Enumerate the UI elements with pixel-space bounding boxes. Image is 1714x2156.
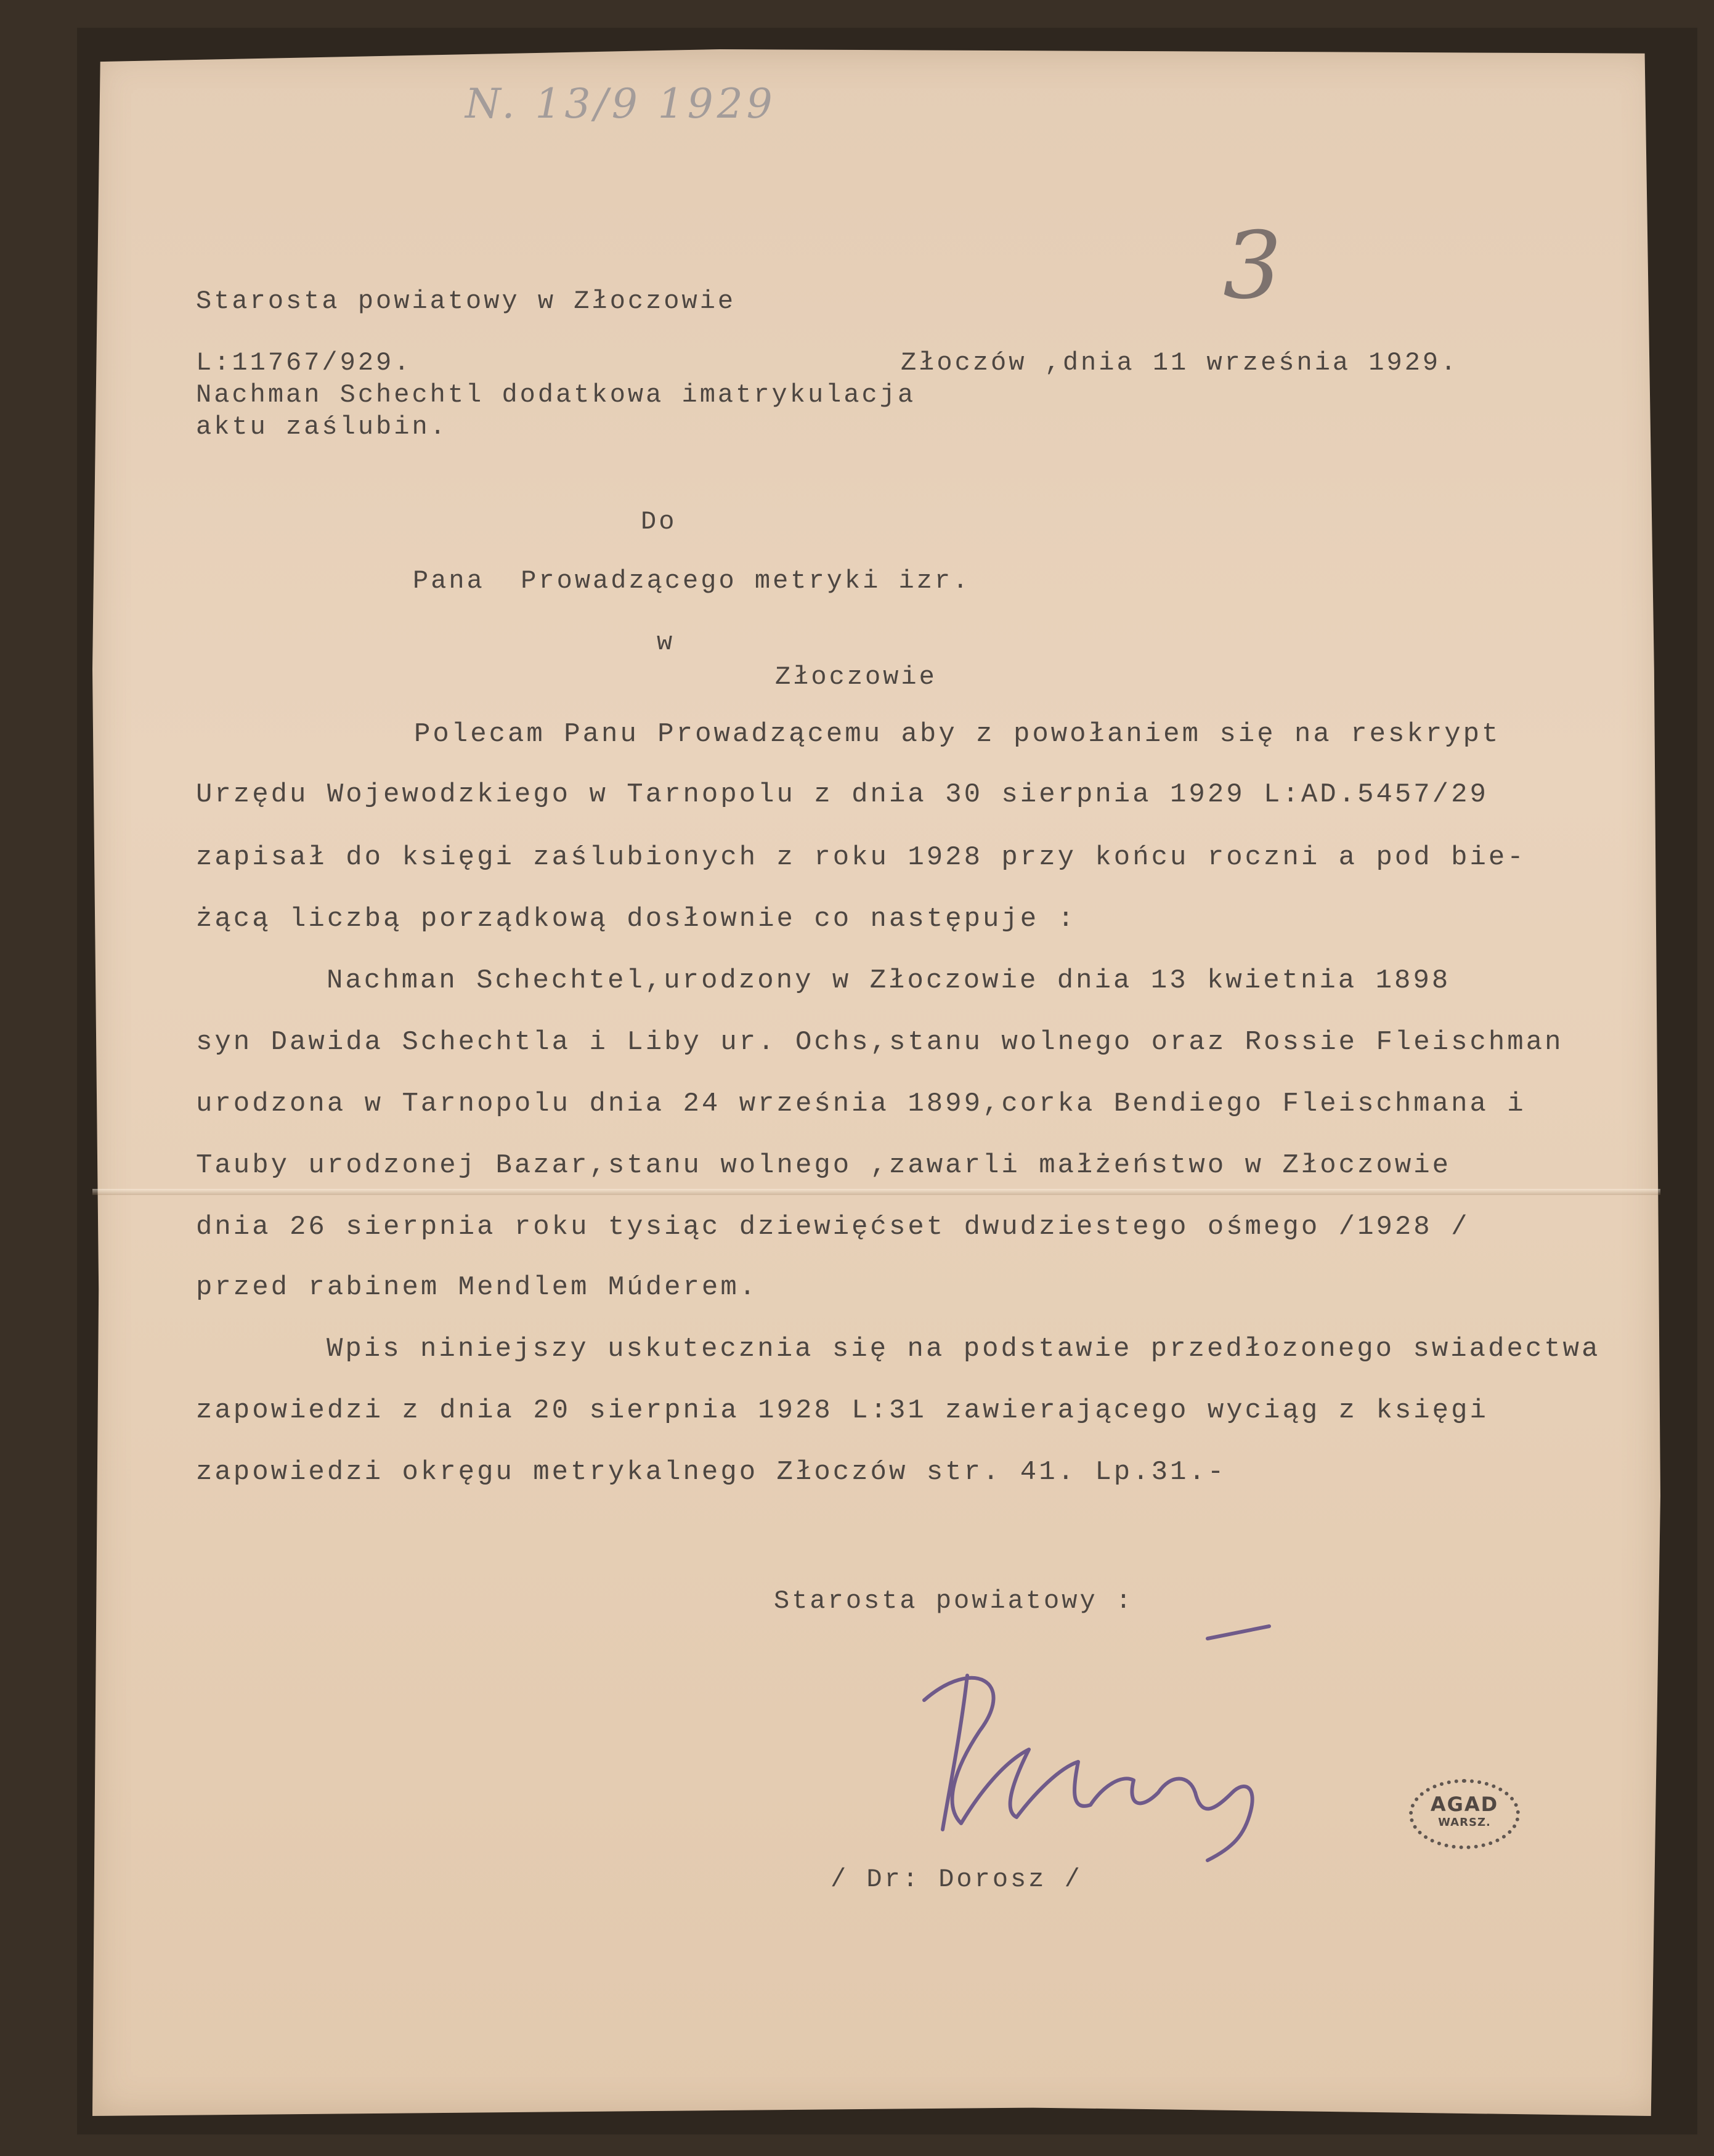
handwritten-signature: [887, 1608, 1318, 1866]
office-heading: Starosta powiatowy w Złoczowie: [196, 286, 736, 316]
pencil-note: N. 13/9 1929: [465, 80, 776, 128]
body-line: Tauby urodzonej Bazar,stanu wolnego ,zawarli małżeństwo w Złoczowie: [196, 1150, 1452, 1181]
reference-number: L:11767/929.: [196, 348, 412, 378]
subject-line-2: aktu zaślubin.: [196, 412, 448, 442]
stamp-line-1: AGAD: [1430, 1793, 1499, 1816]
addressee-city: Złoczowie: [775, 662, 937, 692]
body-line: zapisał do księgi zaślubionych z roku 1928 przy końcu roczni a pod bie-: [196, 842, 1526, 873]
signatory-title: Starosta powiatowy :: [774, 1586, 1134, 1616]
body-line: urodzona w Tarnopolu dnia 24 września 1899,corka Bendiego Fleischmana i: [196, 1088, 1526, 1119]
page-number: 3: [1223, 213, 1282, 320]
archive-stamp: [1409, 1779, 1520, 1849]
subject-line-1: Nachman Schechtl dodatkowa imatrykulacja: [196, 380, 916, 410]
addressee-prep: w: [657, 628, 675, 657]
body-line: przed rabinem Mendlem Múderem.: [196, 1272, 758, 1303]
body-line: dnia 26 sierpnia roku tysiąc dziewięćset dwudziestego ośmego /1928 /: [196, 1212, 1470, 1242]
addressee-name: Pana Prowadzącego metryki izr.: [413, 566, 971, 596]
body-line: zapowiedzi z dnia 20 sierpnia 1928 L:31 zawierającego wyciąg z księgi: [196, 1395, 1489, 1426]
signatory-name: / Dr: Dorosz /: [831, 1865, 1082, 1894]
body-line: zapowiedzi okręgu metrykalnego Złoczów str. 41. Lp.31.-: [196, 1457, 1227, 1488]
body-line: Polecam Panu Prowadzącemu aby z powołaniem się na reskrypt: [414, 719, 1501, 750]
body-line: Wpis niniejszy uskutecznia się na podstawie przedłozonego swiadectwa: [327, 1334, 1601, 1364]
place-date: Złoczów ,dnia 11 września 1929.: [901, 348, 1459, 378]
body-line: Nachman Schechtel,urodzony w Złoczowie dnia 13 kwietnia 1898: [327, 965, 1451, 996]
paper-fold: [92, 1189, 1660, 1195]
stamp-line-2: WARSZ.: [1438, 1816, 1491, 1829]
addressee-to: Do: [641, 507, 677, 537]
body-line: syn Dawida Schechtla i Liby ur. Ochs,stanu wolnego oraz Rossie Fleischman: [196, 1027, 1564, 1058]
body-line: Urzędu Wojewodzkiego w Tarnopolu z dnia 30 sierpnia 1929 L:AD.5457/29: [196, 779, 1489, 810]
body-line: żącą liczbą porządkową dosłownie co następuje :: [196, 904, 1077, 934]
